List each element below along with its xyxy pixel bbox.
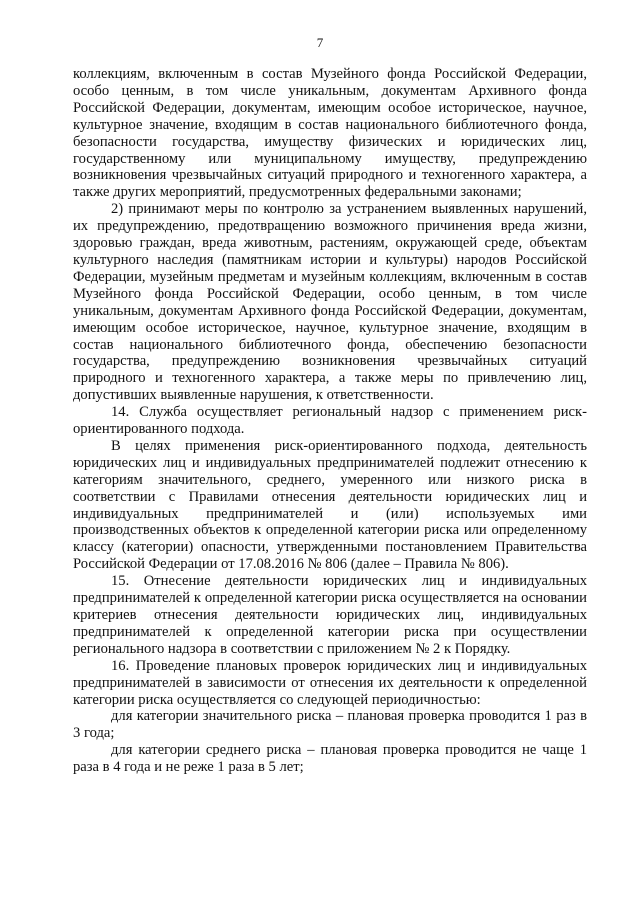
paragraph-medium-risk: для категории среднего риска – плановая проверка проводится не чаще 1 раза в 4 года и не реже 1 раза в 5 лет;: [73, 742, 587, 776]
paragraph-clause-16: 16. Проведение плановых проверок юридических лиц и индивидуальных предпринимателей в зависимости от отнесения их деятельности к определенной категории риска осуществляется со следующей периодичностью:: [73, 657, 587, 708]
paragraph-clause-15: 15. Отнесение деятельности юридических лиц и индивидуальных предпринимателей к определенной категории риска осуществляется на основании критериев отнесения деятельности юридических лиц, индивидуальных предпринимателей к определенной категории риска при осуществлении регионального надзора в соответствии с приложением № 2 к Порядку.: [73, 573, 587, 657]
paragraph-clause-14: 14. Служба осуществляет региональный надзор с применением риск-ориентированного подхода.: [73, 404, 587, 438]
paragraph-risk-approach: В целях применения риск-ориентированного подхода, деятельность юридических лиц и индивидуальных предпринимателей подлежит отнесению к категориям значительного, среднего, умеренного или низкого риска в соответствии с Правилами отнесения деятельности юридических лиц и индивидуальных предпринимателей и (или) используемых ими производственных объектов к определенной категории риска или определенному классу (категории) опасности, утвержденными постановлением Правительства Российской Федерации от 17.08.2016 № 806 (далее – Правила № 806).: [73, 437, 587, 573]
paragraph-significant-risk: для категории значительного риска – плановая проверка проводится 1 раз в 3 года;: [73, 708, 587, 742]
document-body: [73, 66, 587, 776]
paragraph-item-2: 2) принимают меры по контролю за устранением выявленных нарушений, их предупреждению, предотвращению возможного причинения вреда жизни, здоровью граждан, вреда животным, растениям, окружающей среде, объектам культурного наследия (памятникам истории и культуры) народов Российской Федерации, музейным предметам и музейным коллекциям, включенным в состав Музейного фонда Российской Федерации, особо ценным, в том числе уникальным, документам Архивного фонда Российской Федерации, документам, имеющим особое историческое, научное, культурное значение, входящим в состав национального библиотечного фонда, обеспечению безопасности государства, предупреждению возникновения чрезвычайных ситуаций природного и техногенного характера, а также меры по привлечению лиц, допустивших выявленные нарушения, к ответственности.: [73, 201, 587, 404]
paragraph-continuation: коллекциям, включенным в состав Музейного фонда Российской Федерации, особо ценным, в том числе уникальным, документам Архивного фонда Российской Федерации, документам, имеющим особое историческое, научное, культурное значение, входящим в состав национального библиотечного фонда, безопасности государства, имуществу физических и юридических лиц, государственному или муниципальному имуществу, предупреждению возникновения чрезвычайных ситуаций природного и техногенного характера, а также других мероприятий, предусмотренных федеральными законами;: [73, 66, 587, 201]
page-number: 7: [316, 35, 324, 50]
